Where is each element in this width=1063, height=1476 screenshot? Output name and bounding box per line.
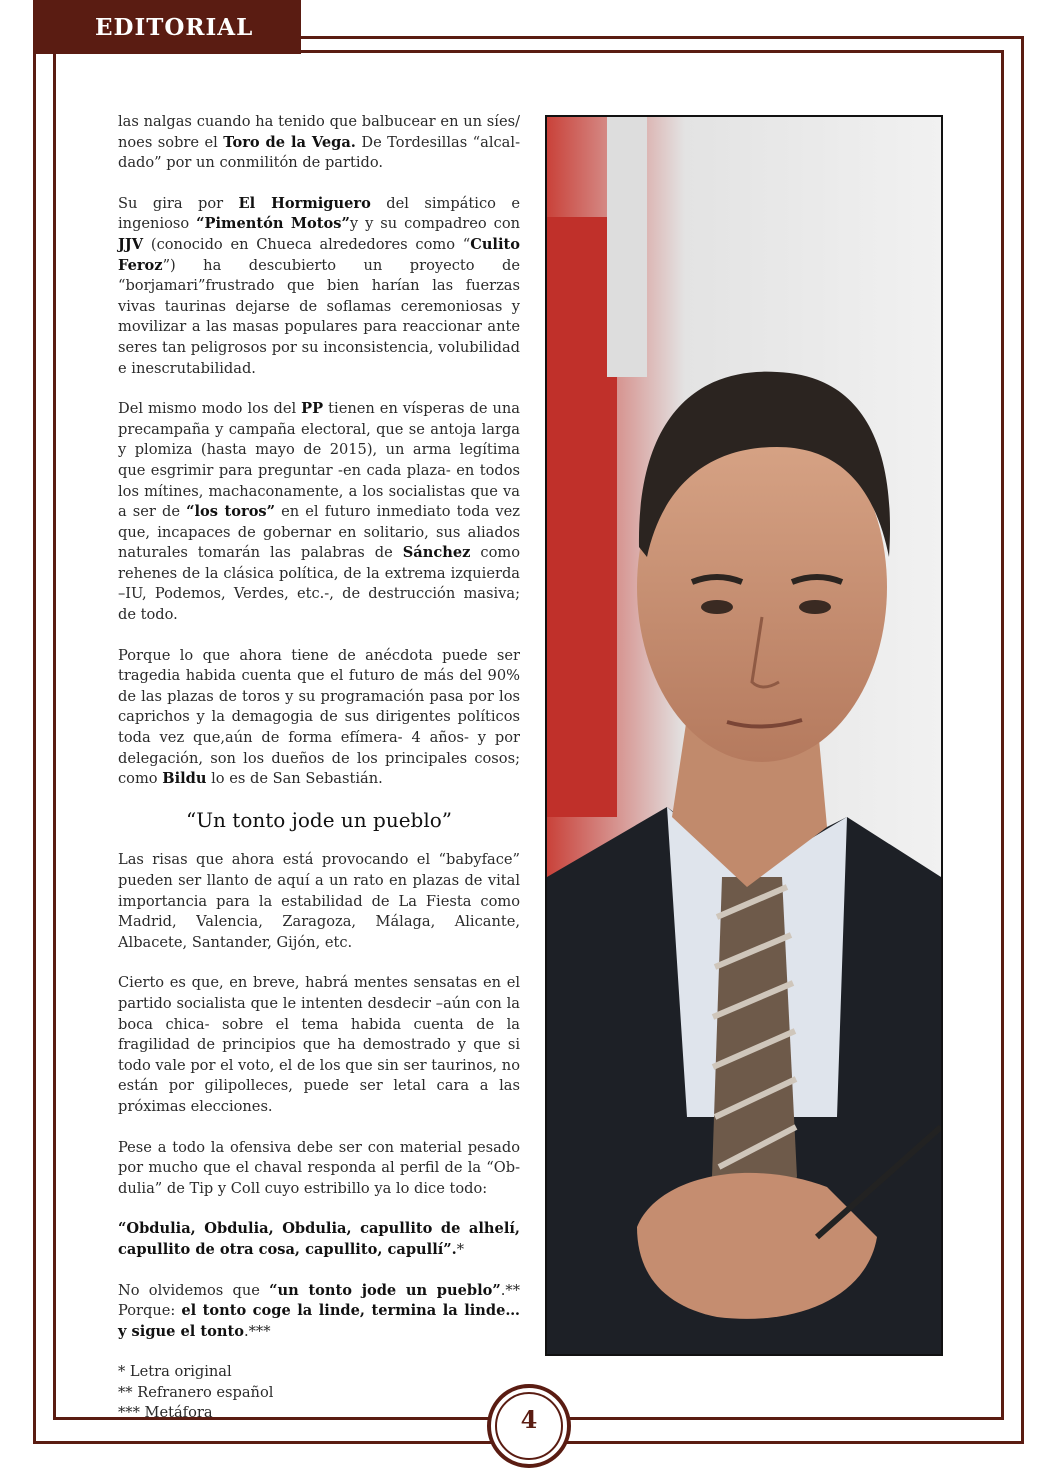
- text-run: ”) ha descubierto un proyecto de “borjamari”frustrado que bien harían las fuerzas vivas taurinas dejarse de soflamas ceremoniosas y movilizar a las masas populares para reaccionar ante seres tan peligrosos por su inconsistencia, volubilidad e inescrutabilidad.: [118, 256, 520, 377]
- text-run: como rehenes de la clásica política, de la extrema izquierda –IU, Podemos, Verdes, etc.-, de destrucción masiva; de todo.: [118, 544, 520, 624]
- page-number: 4: [520, 1405, 538, 1434]
- bold-run: Sánchez: [402, 544, 471, 562]
- bold-run: Bildu: [162, 770, 207, 788]
- bold-run: Toro de la Vega.: [223, 133, 356, 151]
- portrait-photo: [545, 115, 943, 1356]
- bold-run: “un tonto jode un pueblo”: [269, 1281, 501, 1299]
- section-label: EDITORIAL: [95, 14, 254, 41]
- bold-run: Culito Feroz: [118, 235, 520, 274]
- page-number-badge: [486, 1383, 572, 1469]
- text-run: No olvidemos que: [118, 1281, 270, 1299]
- text-run: De Tordesillas “alcaldado” por un conmilitón de partido.: [118, 133, 520, 172]
- paragraph-3: [118, 399, 520, 626]
- bold-run: el tonto coge la linde, termina la linde… y sigue el tonto: [118, 1302, 520, 1340]
- bold-run: El Hormiguero: [238, 194, 371, 212]
- footnotes: [118, 1362, 520, 1424]
- bold-run: “Pimentón Motos”: [196, 215, 350, 233]
- section-header-tab: [33, 0, 301, 54]
- closing-paragraph: [118, 1281, 520, 1343]
- subheading: “Un tonto jode un pueblo”: [185, 807, 453, 832]
- footnote-mark: *: [456, 1240, 465, 1258]
- paragraph-2: [118, 194, 520, 379]
- text-run: Porque lo que ahora tiene de anécdota puede ser tragedia habida cuenta que el futuro de más del 90% de las plazas de toros y su programación pasa por los caprichos y la demagogia de sus dirigentes políticos toda vez que,aún de forma efímera- 4 años- y por delegación, son los dueños de los principales cosos; como: [118, 646, 520, 788]
- portrait-illustration: [547, 117, 941, 1354]
- paragraph-6: Cierto es que, en breve, habrá mentes sensatas en el partido socialista que le intenten desdecir –aún con la boca chica- sobre el tema habida cuenta de la fragilidad de principios que ha demostrado y que si todo vale por el voto, el de los que sin ser taurinos, no están por gilipolleces, puede ser letal cara a las próximas elecciones.: [118, 974, 520, 1115]
- text-run: en el futuro inmediato toda vez que, incapaces de gobernar en solitario, sus aliados naturales tomarán las palabras de: [118, 503, 520, 562]
- text-run: (conocido en Chueca alrededores como “: [143, 235, 471, 253]
- footnote-2: ** Refranero español: [118, 1383, 274, 1401]
- quote-text: “Obdulia, Obdulia, Obdulia, capullito de alhelí, capullito de otra cosa, capullito, capullí”.: [118, 1220, 520, 1258]
- text-run: Su gira por: [118, 194, 239, 212]
- text-run: Del mismo modo los del: [118, 400, 302, 418]
- text-run: lo es de San Sebastián.: [206, 770, 383, 788]
- paragraph-4: [118, 646, 520, 790]
- article-text-column: [118, 112, 520, 1424]
- bold-run: “los toros”: [186, 503, 276, 521]
- footnote-1: * Letra original: [118, 1363, 232, 1381]
- bold-run: JJV: [118, 235, 144, 253]
- paragraph-1: [118, 112, 520, 174]
- text-run: del simpático e ingenioso: [118, 194, 520, 233]
- quote-paragraph: [118, 1219, 520, 1260]
- text-run: tienen en vísperas de una precampaña y campaña electoral, que se antoja larga y plomiza (hasta mayo de 2015), un arma legítima que esgrimir para preguntar -en cada plaza- en todos los mítines, machaconamente, a los socialistas que va a ser de: [118, 400, 520, 521]
- text-run: .***: [243, 1322, 271, 1340]
- text-run: las nalgas cuando ha tenido que balbucear en un síes/ noes sobre el: [118, 113, 520, 151]
- paragraph-5: Las risas que ahora está provocando el “babyface” pueden ser llanto de aquí a un rato en plazas de vital importancia para la estabilidad de La Fiesta como Madrid, Valencia, Zaragoza, Málaga, Alicante, Albacete, Santander, Gijón, etc.: [118, 851, 520, 951]
- footnote-3: *** Metáfora: [118, 1404, 213, 1422]
- bold-run: PP: [301, 400, 324, 418]
- paragraph-7: Pese a todo la ofensiva debe ser con material pesado por mucho que el chaval responda al perfil de la “Obdulia” de Tip y Coll cuyo estribillo ya lo dice todo:: [118, 1138, 520, 1197]
- text-run: y y su compadreo con: [349, 215, 521, 233]
- text-run: .** Porque:: [118, 1281, 521, 1320]
